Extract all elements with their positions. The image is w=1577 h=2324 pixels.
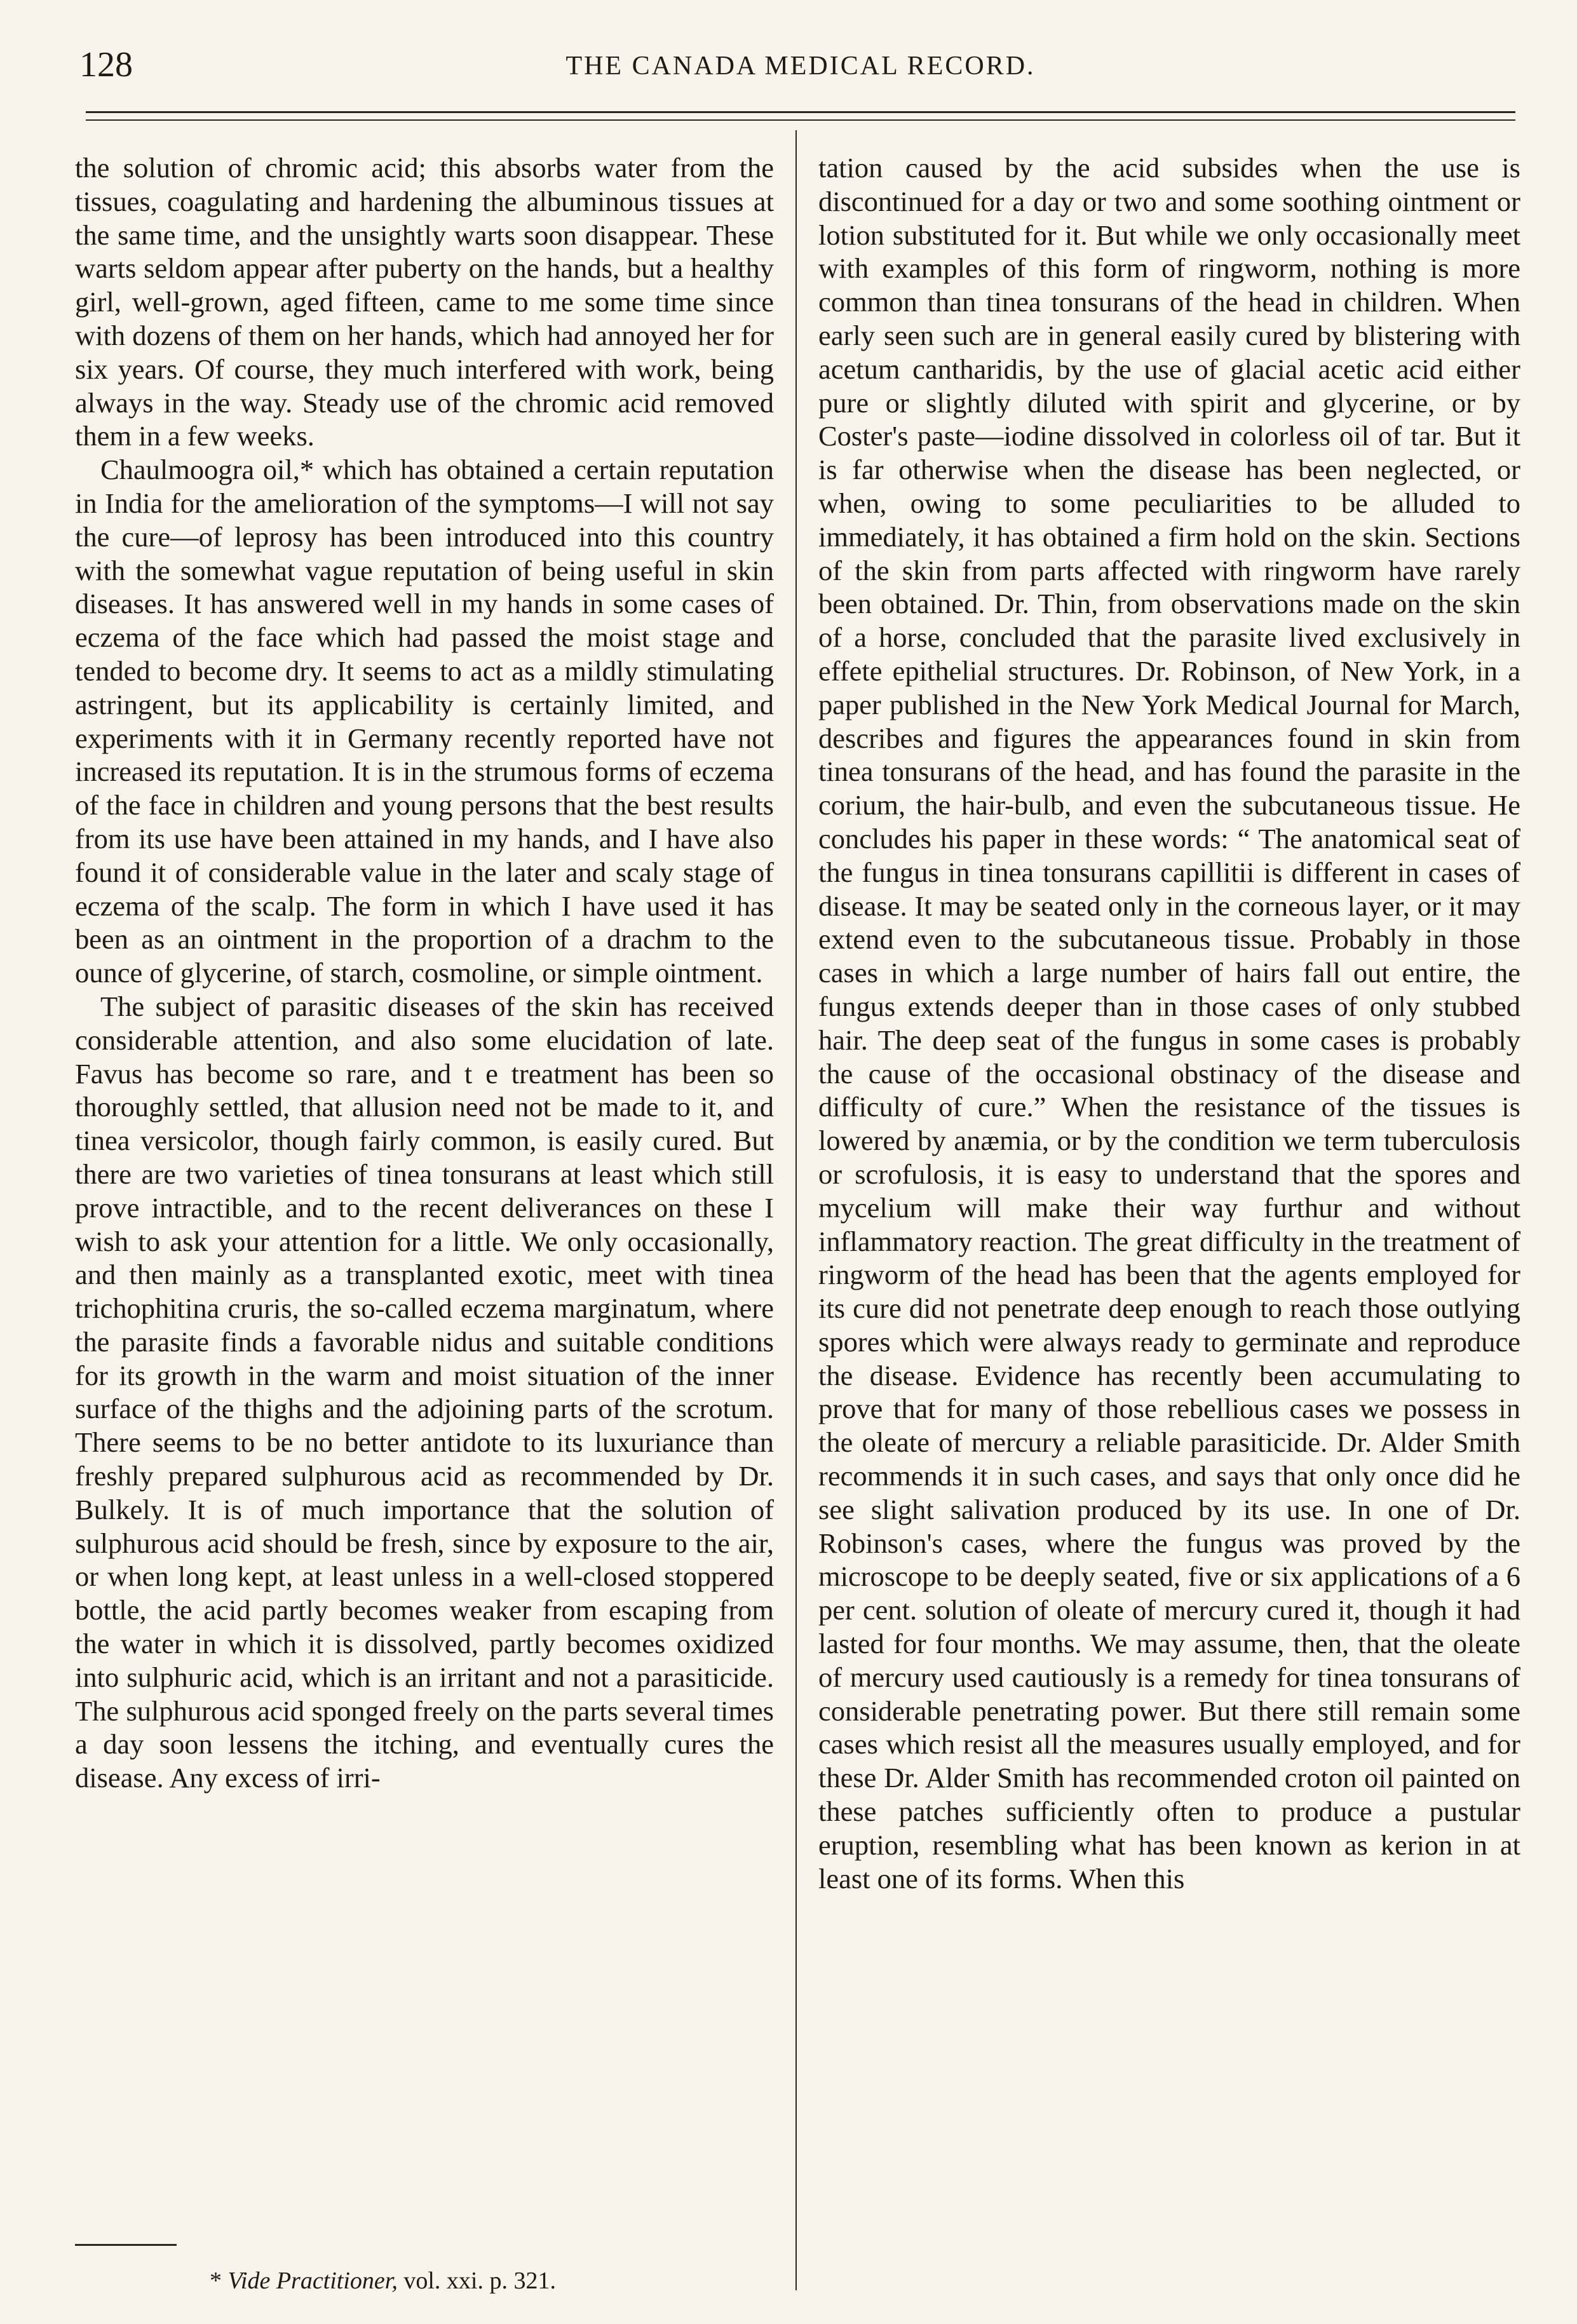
right-column	[818, 151, 1520, 1895]
running-title: THE CANADA MEDICAL RECORD.	[565, 51, 1036, 81]
page-number: 128	[79, 45, 133, 84]
header-rule-top	[86, 111, 1515, 113]
footnote	[210, 2267, 556, 2295]
paragraph: tation caused by the acid subsides when the use is discontinued for a day or two and some soothing ointment or lotion substituted for it. But while we only occasionally meet with examples of this form of ringworm, nothing is more common than tinea tonsurans of the head in children. When early seen such are in general easily cured by blistering with acetum cantharidis, by the use of glacial acetic acid either pure or slightly diluted with spirit and glycerine, or by Coster's paste—iodine dissolved in colorless oil of tar. But it is far otherwise when the disease has been neglected, or when, owing to some peculiarities to be alluded to immediately, it has obtained a firm hold on the skin. Sections of the skin from parts affected with ringworm have rarely been obtained. Dr. Thin, from observations made on the skin of a horse, concluded that the parasite lived exclusively in effete epithelial structures. Dr. Robinson, of New York, in a paper published in the New York Medical Journal for March, describes and figures the appearances found in skin from tinea tonsurans of the head, and has found the parasite in the corium, the hair-bulb, and even the subcutaneous tissue. He concludes his paper in these words: “ The anatomical seat of the fungus in tinea tonsurans capillitii is different in cases of disease. It may be seated only in the corneous layer, or it may extend even to the subcutaneous tissue. Probably in those cases in which a large number of hairs fall out entire, the fungus extends deeper than in those cases of only stubbed hair. The deep seat of the fungus in some cases is probably the cause of the occasional obstinacy of the disease and difficulty of cure.” When the resistance of the tissues is lowered by anæmia, or by the condition we term tuberculosis or scrofulosis, it is easy to understand that the spores and mycelium will make their way furthur and without inflammatory reaction. The great difficulty in the treatment of ringworm of the head has been that the agents employed for its cure did not penetrate deep enough to reach those outlying spores which were always ready to germinate and reproduce the disease. Evidence has recently been accumulating to prove that for many of those rebellious cases we possess in the oleate of mercury a reliable parasiticide. Dr. Alder Smith recommends it in such cases, and says that only once did he see slight salivation produced by its use. In one of Dr. Robinson's cases, where the fungus was proved by the microscope to be deeply seated, five or six applications of a 6 per cent. solution of oleate of mercury cured it, though it had lasted for four months. We may assume, then, that the oleate of mercury used cautiously is a remedy for tinea tonsurans of considerable penetrating power. But there still remain some cases which resist all the measures usually employed, and for these Dr. Alder Smith has recommended croton oil painted on these patches sufficiently often to produce a pustular eruption, resembling what has been known as kerion in at least one of its forms. When this	[818, 152, 1520, 1895]
header-rule-bottom	[86, 119, 1515, 121]
left-column	[75, 151, 774, 1795]
paragraph: the solution of chromic acid; this absorbs water from the tissues, coagulating and hardening the albuminous tissues at the same time, and the unsightly warts soon disappear. These warts seldom appear after puberty on the hands, but a healthy girl, well-grown, aged fifteen, came to me some time since with dozens of them on her hands, which had annoyed her for six years. Of course, they much interfered with work, being always in the way. Steady use of the chromic acid removed them in a few weeks.	[75, 152, 774, 452]
column-divider	[795, 130, 797, 2290]
footnote-marker: *	[210, 2267, 228, 2294]
paragraph: Chaulmoogra oil,* which has obtained a certain reputation in India for the amelioration of the symptoms—I will not say the cure—of leprosy has been introduced into this country with the somewhat vague reputation of being useful in skin diseases. It has answered well in my hands in some cases of eczema of the face which had passed the moist stage and tended to become dry. It seems to act as a mildly stimulating astringent, but its applicability is certainly limited, and experiments with it in Germany recently reported have not increased its reputation. It is in the strumous forms of eczema of the face in children and young persons that the best results from its use have been attained in my hands, and I have also found it of considerable value in the later and scaly stage of eczema of the scalp. The form in which I have used it has been as an ointment in the proportion of a drachm to the ounce of glycerine, of starch, cosmoline, or simple ointment.	[75, 454, 774, 989]
footnote-rule	[75, 2244, 177, 2246]
footnote-citation-rest: vol. xxi. p. 321.	[397, 2267, 556, 2294]
footnote-citation-title: Vide Practitioner,	[227, 2267, 398, 2294]
paragraph: The subject of parasitic diseases of the skin has received considerable attention, and also some elucidation of late. Favus has become so rare, and t e treatment has been so thoroughly settled, that allusion need not be made to it, and tinea versicolor, though fairly common, is easily cured. But there are two varieties of tinea tonsurans at least which still prove intractible, and to the recent deliverances on these I wish to ask your attention for a little. We only occasionally, and then mainly as a transplanted exotic, meet with tinea trichophitina cruris, the so-called eczema marginatum, where the parasite finds a favorable nidus and suitable conditions for its growth in the warm and moist situation of the inner surface of the thighs and the adjoining parts of the scrotum. There seems to be no better antidote to its luxuriance than freshly prepared sulphurous acid as recommended by Dr. Bulkely. It is of much importance that the solution of sulphurous acid should be fresh, since by exposure to the air, or when long kept, at least unless in a well-closed stoppered bottle, the acid partly becomes weaker from escaping from the water in which it is dissolved, partly becomes oxidized into sulphuric acid, which is an irritant and not a parasiticide. The sulphurous acid sponged freely on the parts several times a day soon lessens the itching, and eventually cures the disease. Any excess of irri-	[75, 990, 774, 1794]
page-header	[79, 44, 1522, 95]
